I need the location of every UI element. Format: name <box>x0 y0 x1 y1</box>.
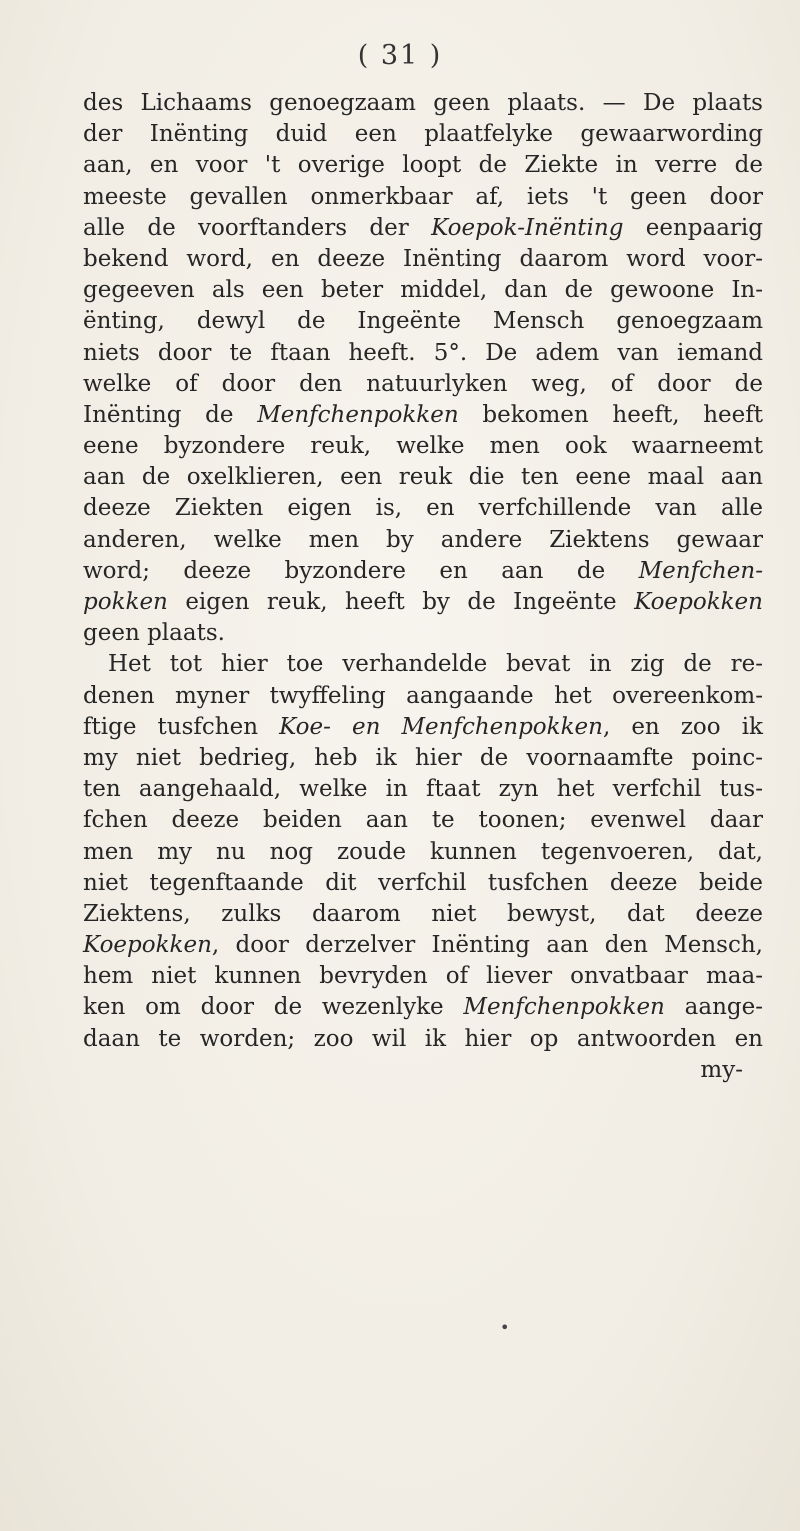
text-segment: bekend word, en deeze Inënting daarom word voor- <box>83 245 763 272</box>
italic-term: Koepok-Inënting <box>431 214 624 241</box>
italic-term: Koe- en Menfchenpokken <box>279 713 603 740</box>
text-line <box>83 88 763 119</box>
text-segment: ten aangehaald, welke in ftaat zyn het verfchil tus- <box>83 776 763 803</box>
text-segment: gegeeven als een beter middel, dan de gewoone In- <box>83 277 763 304</box>
page-number: ( 31 ) <box>357 40 443 71</box>
text-segment: my niet bedrieg, heb ik hier de voornaamfte poinc- <box>83 744 763 771</box>
text-line <box>83 369 763 400</box>
text-segment: Inënting de <box>83 401 258 428</box>
catchword <box>83 1055 763 1086</box>
text-segment: der Inënting duid een plaatfelyke gewaarwording <box>83 121 763 148</box>
text-segment: deeze Ziekten eigen is, en verfchillende van alle <box>83 495 763 522</box>
italic-term: Koepokken <box>83 932 212 959</box>
text-segment: fchen deeze beiden aan te toonen; evenwel daar <box>83 807 763 834</box>
text-line <box>83 712 763 743</box>
text-line <box>83 462 763 493</box>
italic-term: pokken <box>83 589 168 615</box>
text-line <box>83 244 763 275</box>
text-segment: my- <box>700 1056 743 1083</box>
text-line <box>83 618 763 649</box>
italic-term: Menfchenpokken <box>257 401 459 428</box>
text-line <box>83 805 763 836</box>
text-segment: word; deeze byzondere en aan de <box>83 557 639 584</box>
text-line <box>83 868 763 899</box>
text-segment: eenpaarig <box>623 214 763 241</box>
text-segment: bekomen heeft, heeft <box>458 401 763 428</box>
text-line <box>83 681 763 712</box>
text-segment: meeste gevallen onmerkbaar af, iets 't geen door <box>83 183 763 210</box>
text-line <box>83 275 763 306</box>
text-line <box>83 961 763 992</box>
text-segment: eigen reuk, heeft by de Ingeënte <box>167 589 635 615</box>
text-segment: anderen, welke men by andere Ziektens gewaar <box>83 526 763 553</box>
text-line <box>83 556 763 587</box>
ink-mark-icon: • <box>500 1318 510 1337</box>
text-line <box>83 182 763 213</box>
text-line <box>83 743 763 774</box>
text-segment: niet tegenftaande dit verfchil tusfchen deeze beide <box>83 869 763 896</box>
text-segment: welke of door den natuurlyken weg, of door de <box>83 370 763 397</box>
text-segment: , en zoo ik <box>602 713 763 740</box>
text-line <box>83 306 763 337</box>
text-line <box>83 899 763 930</box>
text-line <box>83 119 763 150</box>
text-line <box>83 400 763 431</box>
text-segment: aan de oxelklieren, een reuk die ten eene maal aan <box>83 464 763 491</box>
text-segment: denen myner twyffeling aangaande het overeenkom- <box>83 682 763 709</box>
text-line <box>83 1024 763 1055</box>
text-line <box>83 431 763 462</box>
italic-term: Koepokken <box>634 589 763 615</box>
text-line <box>83 213 763 244</box>
text-segment: aan, en voor 't overige loopt de Ziekte in verre de <box>83 152 763 179</box>
text-line <box>83 649 763 680</box>
text-segment: Ziektens, zulks daarom niet bewyst, dat deeze <box>83 900 763 927</box>
text-segment: aange- <box>664 994 763 1021</box>
text-segment: eene byzondere reuk, welke men ook waarneemt <box>83 433 763 460</box>
text-line <box>83 587 763 618</box>
text-segment: daan te worden; zoo wil ik hier op antwoorden en <box>83 1025 763 1052</box>
text-segment: , door derzelver Inënting aan den Mensch, <box>211 932 763 959</box>
italic-term: Menfchenpokken <box>463 994 665 1021</box>
text-line <box>83 774 763 805</box>
text-segment: geen plaats. <box>83 620 225 647</box>
text-segment: Het tot hier toe verhandelde bevat in zig de re- <box>108 651 763 678</box>
text-segment: ftige tusfchen <box>83 713 280 740</box>
text-segment: alle de voorftanders der <box>83 214 432 241</box>
text-line <box>83 493 763 524</box>
text-line <box>83 930 763 961</box>
text-line <box>83 837 763 868</box>
text-segment: hem niet kunnen bevryden of liever onvatbaar maa- <box>83 963 763 990</box>
text-line <box>83 525 763 556</box>
body-text <box>83 88 763 1086</box>
text-line <box>83 338 763 369</box>
italic-term: Menfchen- <box>638 557 763 584</box>
text-segment: des Lichaams genoegzaam geen plaats. — De plaats <box>83 90 763 116</box>
text-segment: niets door te ftaan heeft. 5°. De adem van iemand <box>83 339 763 366</box>
text-line <box>83 150 763 181</box>
text-segment: ken om door de wezenlyke <box>83 994 464 1021</box>
text-segment: ënting, dewyl de Ingeënte Mensch genoegzaam <box>83 308 763 335</box>
text-segment: men my nu nog zoude kunnen tegenvoeren, dat, <box>83 838 763 865</box>
text-line <box>83 992 763 1023</box>
